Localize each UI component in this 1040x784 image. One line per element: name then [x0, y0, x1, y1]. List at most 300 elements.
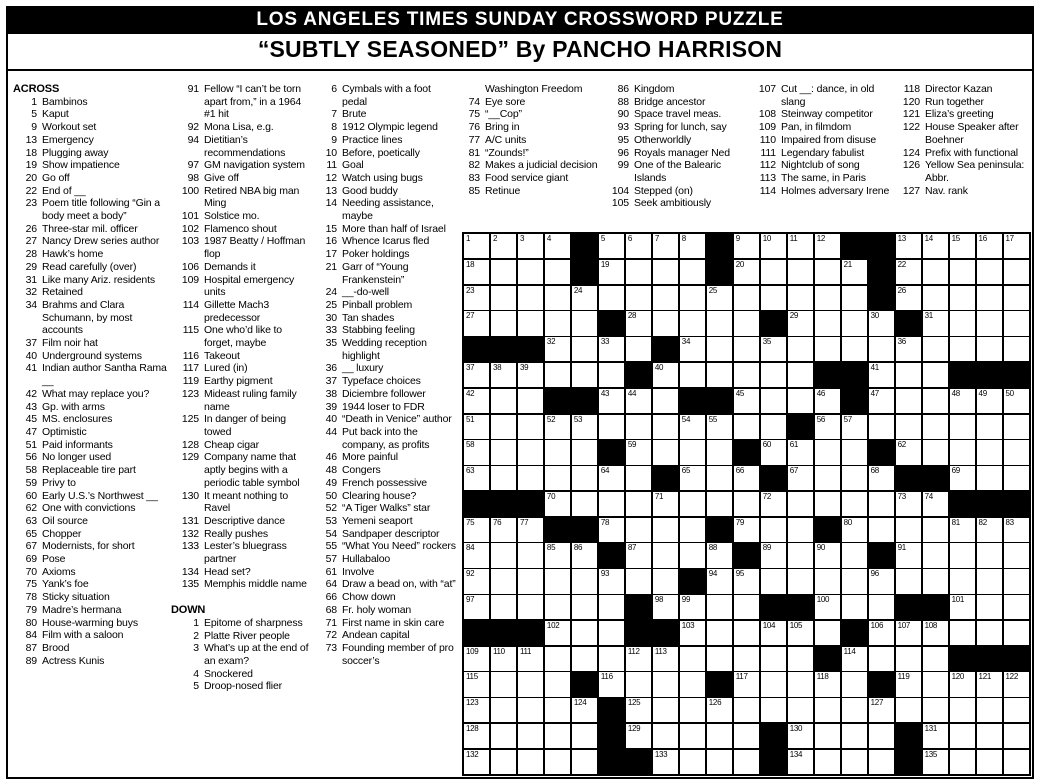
- grid-cell[interactable]: [572, 543, 597, 567]
- grid-cell[interactable]: [950, 698, 975, 722]
- grid-cell[interactable]: [842, 311, 867, 335]
- grid-cell[interactable]: [599, 363, 624, 387]
- grid-cell[interactable]: [869, 311, 894, 335]
- grid-cell[interactable]: [518, 286, 543, 310]
- grid-cell[interactable]: [680, 466, 705, 490]
- grid-cell[interactable]: [788, 286, 813, 310]
- grid-cell[interactable]: [869, 415, 894, 439]
- grid-cell[interactable]: [545, 234, 570, 258]
- grid-cell[interactable]: [572, 337, 597, 361]
- grid-cell[interactable]: [1004, 389, 1029, 413]
- grid-cell[interactable]: [815, 415, 840, 439]
- grid-cell[interactable]: [1004, 724, 1029, 748]
- grid-cell[interactable]: [518, 466, 543, 490]
- grid-cell[interactable]: [707, 286, 732, 310]
- grid-cell[interactable]: [653, 724, 678, 748]
- grid-cell[interactable]: [680, 286, 705, 310]
- grid-cell[interactable]: [707, 647, 732, 671]
- grid-cell[interactable]: [518, 415, 543, 439]
- grid-cell[interactable]: [464, 698, 489, 722]
- grid-cell[interactable]: [545, 440, 570, 464]
- grid-cell[interactable]: [815, 543, 840, 567]
- grid-cell[interactable]: [464, 595, 489, 619]
- grid-cell[interactable]: [464, 389, 489, 413]
- grid-cell[interactable]: [545, 363, 570, 387]
- grid-cell[interactable]: [464, 672, 489, 696]
- grid-cell[interactable]: [464, 415, 489, 439]
- grid-cell[interactable]: [734, 518, 759, 542]
- grid-cell[interactable]: [788, 647, 813, 671]
- grid-cell[interactable]: [707, 415, 732, 439]
- grid-cell[interactable]: [788, 311, 813, 335]
- grid-cell[interactable]: [977, 750, 1002, 774]
- grid-cell[interactable]: [599, 337, 624, 361]
- grid-cell[interactable]: [923, 389, 948, 413]
- grid-cell[interactable]: [977, 724, 1002, 748]
- grid-cell[interactable]: [950, 672, 975, 696]
- grid-cell[interactable]: [491, 543, 516, 567]
- grid-cell[interactable]: [707, 492, 732, 516]
- grid-cell[interactable]: [788, 750, 813, 774]
- grid-cell[interactable]: [842, 672, 867, 696]
- grid-cell[interactable]: [788, 363, 813, 387]
- grid-cell[interactable]: [626, 389, 651, 413]
- grid-cell[interactable]: [680, 621, 705, 645]
- grid-cell[interactable]: [1004, 311, 1029, 335]
- grid-cell[interactable]: [923, 311, 948, 335]
- grid-cell[interactable]: [869, 363, 894, 387]
- grid-cell[interactable]: [572, 698, 597, 722]
- grid-cell[interactable]: [1004, 260, 1029, 284]
- grid-cell[interactable]: [815, 595, 840, 619]
- grid-cell[interactable]: [464, 750, 489, 774]
- grid-cell[interactable]: [680, 337, 705, 361]
- grid-cell[interactable]: [491, 672, 516, 696]
- grid-cell[interactable]: [815, 698, 840, 722]
- grid-cell[interactable]: [734, 724, 759, 748]
- grid-cell[interactable]: [734, 595, 759, 619]
- grid-cell[interactable]: [599, 518, 624, 542]
- grid-cell[interactable]: [923, 337, 948, 361]
- grid-cell[interactable]: [572, 724, 597, 748]
- grid-cell[interactable]: [491, 724, 516, 748]
- grid-cell[interactable]: [707, 724, 732, 748]
- grid-cell[interactable]: [653, 286, 678, 310]
- grid-cell[interactable]: [572, 750, 597, 774]
- grid-cell[interactable]: [545, 286, 570, 310]
- grid-cell[interactable]: [950, 260, 975, 284]
- grid-cell[interactable]: [707, 750, 732, 774]
- grid-cell[interactable]: [977, 543, 1002, 567]
- grid-cell[interactable]: [1004, 698, 1029, 722]
- grid-cell[interactable]: [815, 672, 840, 696]
- grid-cell[interactable]: [734, 569, 759, 593]
- grid-cell[interactable]: [788, 724, 813, 748]
- grid-cell[interactable]: [545, 260, 570, 284]
- grid-cell[interactable]: [734, 647, 759, 671]
- grid-cell[interactable]: [464, 363, 489, 387]
- grid-cell[interactable]: [680, 750, 705, 774]
- grid-cell[interactable]: [464, 440, 489, 464]
- grid-cell[interactable]: [923, 569, 948, 593]
- grid-cell[interactable]: [842, 260, 867, 284]
- grid-cell[interactable]: [464, 724, 489, 748]
- grid-cell[interactable]: [734, 286, 759, 310]
- grid-cell[interactable]: [761, 337, 786, 361]
- grid-cell[interactable]: [977, 569, 1002, 593]
- grid-cell[interactable]: [842, 337, 867, 361]
- grid-cell[interactable]: [518, 543, 543, 567]
- grid-cell[interactable]: [626, 234, 651, 258]
- grid-cell[interactable]: [653, 518, 678, 542]
- grid-cell[interactable]: [842, 724, 867, 748]
- grid-cell[interactable]: [518, 698, 543, 722]
- grid-cell[interactable]: [1004, 750, 1029, 774]
- grid-cell[interactable]: [869, 466, 894, 490]
- grid-cell[interactable]: [923, 234, 948, 258]
- grid-cell[interactable]: [734, 415, 759, 439]
- grid-cell[interactable]: [950, 621, 975, 645]
- grid-cell[interactable]: [707, 543, 732, 567]
- grid-cell[interactable]: [788, 337, 813, 361]
- grid-cell[interactable]: [626, 647, 651, 671]
- grid-cell[interactable]: [518, 595, 543, 619]
- grid-cell[interactable]: [734, 672, 759, 696]
- grid-cell[interactable]: [518, 569, 543, 593]
- grid-cell[interactable]: [842, 518, 867, 542]
- grid-cell[interactable]: [842, 492, 867, 516]
- grid-cell[interactable]: [869, 492, 894, 516]
- grid-cell[interactable]: [869, 698, 894, 722]
- grid-cell[interactable]: [923, 260, 948, 284]
- grid-cell[interactable]: [464, 286, 489, 310]
- grid-cell[interactable]: [491, 569, 516, 593]
- grid-cell[interactable]: [707, 569, 732, 593]
- grid-cell[interactable]: [896, 415, 921, 439]
- grid-cell[interactable]: [680, 415, 705, 439]
- grid-cell[interactable]: [761, 389, 786, 413]
- grid-cell[interactable]: [626, 260, 651, 284]
- grid-cell[interactable]: [1004, 286, 1029, 310]
- grid-cell[interactable]: [572, 286, 597, 310]
- grid-cell[interactable]: [491, 698, 516, 722]
- grid-cell[interactable]: [815, 466, 840, 490]
- grid-cell[interactable]: [869, 750, 894, 774]
- grid-cell[interactable]: [653, 311, 678, 335]
- grid-cell[interactable]: [653, 750, 678, 774]
- grid-cell[interactable]: [896, 286, 921, 310]
- grid-cell[interactable]: [599, 415, 624, 439]
- grid-cell[interactable]: [734, 698, 759, 722]
- grid-cell[interactable]: [518, 672, 543, 696]
- grid-cell[interactable]: [572, 647, 597, 671]
- grid-cell[interactable]: [896, 260, 921, 284]
- grid-cell[interactable]: [653, 260, 678, 284]
- grid-cell[interactable]: [626, 466, 651, 490]
- grid-cell[interactable]: [734, 750, 759, 774]
- grid-cell[interactable]: [977, 311, 1002, 335]
- grid-cell[interactable]: [680, 363, 705, 387]
- grid-cell[interactable]: [599, 492, 624, 516]
- grid-cell[interactable]: [896, 389, 921, 413]
- grid-cell[interactable]: [626, 311, 651, 335]
- grid-cell[interactable]: [680, 311, 705, 335]
- grid-cell[interactable]: [788, 569, 813, 593]
- grid-cell[interactable]: [842, 543, 867, 567]
- grid-cell[interactable]: [707, 621, 732, 645]
- grid-cell[interactable]: [464, 518, 489, 542]
- grid-cell[interactable]: [545, 647, 570, 671]
- grid-cell[interactable]: [950, 595, 975, 619]
- grid-cell[interactable]: [896, 543, 921, 567]
- grid-cell[interactable]: [896, 492, 921, 516]
- grid-cell[interactable]: [545, 337, 570, 361]
- grid-cell[interactable]: [977, 672, 1002, 696]
- grid-cell[interactable]: [815, 389, 840, 413]
- grid-cell[interactable]: [680, 518, 705, 542]
- grid-cell[interactable]: [761, 698, 786, 722]
- grid-cell[interactable]: [815, 440, 840, 464]
- grid-cell[interactable]: [464, 466, 489, 490]
- grid-cell[interactable]: [950, 750, 975, 774]
- grid-cell[interactable]: [707, 337, 732, 361]
- grid-cell[interactable]: [950, 389, 975, 413]
- grid-cell[interactable]: [896, 440, 921, 464]
- grid-cell[interactable]: [977, 698, 1002, 722]
- grid-cell[interactable]: [842, 286, 867, 310]
- grid-cell[interactable]: [680, 724, 705, 748]
- grid-cell[interactable]: [680, 647, 705, 671]
- grid-cell[interactable]: [788, 492, 813, 516]
- grid-cell[interactable]: [761, 543, 786, 567]
- grid-cell[interactable]: [518, 750, 543, 774]
- grid-cell[interactable]: [518, 311, 543, 335]
- grid-cell[interactable]: [788, 234, 813, 258]
- grid-cell[interactable]: [545, 466, 570, 490]
- grid-cell[interactable]: [626, 724, 651, 748]
- grid-cell[interactable]: [464, 543, 489, 567]
- grid-cell[interactable]: [626, 543, 651, 567]
- grid-cell[interactable]: [869, 647, 894, 671]
- grid-cell[interactable]: [491, 647, 516, 671]
- grid-cell[interactable]: [518, 440, 543, 464]
- grid-cell[interactable]: [599, 595, 624, 619]
- grid-cell[interactable]: [1004, 518, 1029, 542]
- grid-cell[interactable]: [680, 492, 705, 516]
- grid-cell[interactable]: [626, 698, 651, 722]
- grid-cell[interactable]: [626, 518, 651, 542]
- grid-cell[interactable]: [518, 363, 543, 387]
- grid-cell[interactable]: [815, 311, 840, 335]
- grid-cell[interactable]: [653, 543, 678, 567]
- grid-cell[interactable]: [815, 286, 840, 310]
- grid-cell[interactable]: [869, 621, 894, 645]
- grid-cell[interactable]: [923, 518, 948, 542]
- grid-cell[interactable]: [491, 286, 516, 310]
- grid-cell[interactable]: [464, 569, 489, 593]
- grid-cell[interactable]: [977, 415, 1002, 439]
- grid-cell[interactable]: [788, 543, 813, 567]
- grid-cell[interactable]: [734, 234, 759, 258]
- grid-cell[interactable]: [1004, 234, 1029, 258]
- grid-cell[interactable]: [923, 415, 948, 439]
- grid-cell[interactable]: [761, 440, 786, 464]
- grid-cell[interactable]: [923, 492, 948, 516]
- grid-cell[interactable]: [653, 363, 678, 387]
- grid-cell[interactable]: [761, 647, 786, 671]
- grid-cell[interactable]: [545, 750, 570, 774]
- grid-cell[interactable]: [491, 260, 516, 284]
- grid-cell[interactable]: [788, 672, 813, 696]
- grid-cell[interactable]: [950, 234, 975, 258]
- grid-cell[interactable]: [707, 363, 732, 387]
- grid-cell[interactable]: [923, 440, 948, 464]
- grid-cell[interactable]: [599, 389, 624, 413]
- grid-cell[interactable]: [545, 698, 570, 722]
- grid-cell[interactable]: [950, 724, 975, 748]
- grid-cell[interactable]: [680, 595, 705, 619]
- grid-cell[interactable]: [761, 569, 786, 593]
- grid-cell[interactable]: [464, 647, 489, 671]
- grid-cell[interactable]: [977, 337, 1002, 361]
- grid-cell[interactable]: [626, 415, 651, 439]
- grid-cell[interactable]: [896, 518, 921, 542]
- grid-cell[interactable]: [491, 440, 516, 464]
- grid-cell[interactable]: [950, 337, 975, 361]
- grid-cell[interactable]: [815, 724, 840, 748]
- grid-cell[interactable]: [653, 492, 678, 516]
- grid-cell[interactable]: [491, 518, 516, 542]
- grid-cell[interactable]: [572, 595, 597, 619]
- grid-cell[interactable]: [896, 337, 921, 361]
- grid-cell[interactable]: [950, 569, 975, 593]
- grid-cell[interactable]: [1004, 621, 1029, 645]
- grid-cell[interactable]: [788, 621, 813, 645]
- grid-cell[interactable]: [734, 260, 759, 284]
- grid-cell[interactable]: [977, 260, 1002, 284]
- grid-cell[interactable]: [653, 415, 678, 439]
- grid-cell[interactable]: [653, 698, 678, 722]
- grid-cell[interactable]: [734, 492, 759, 516]
- grid-cell[interactable]: [788, 389, 813, 413]
- grid-cell[interactable]: [923, 750, 948, 774]
- grid-cell[interactable]: [842, 415, 867, 439]
- grid-cell[interactable]: [950, 543, 975, 567]
- grid-cell[interactable]: [761, 672, 786, 696]
- grid-cell[interactable]: [950, 466, 975, 490]
- grid-cell[interactable]: [545, 415, 570, 439]
- grid-cell[interactable]: [977, 621, 1002, 645]
- grid-cell[interactable]: [761, 286, 786, 310]
- grid-cell[interactable]: [1004, 415, 1029, 439]
- grid-cell[interactable]: [599, 569, 624, 593]
- grid-cell[interactable]: [815, 260, 840, 284]
- grid-cell[interactable]: [599, 260, 624, 284]
- grid-cell[interactable]: [761, 415, 786, 439]
- grid-cell[interactable]: [572, 466, 597, 490]
- grid-cell[interactable]: [923, 647, 948, 671]
- grid-cell[interactable]: [842, 466, 867, 490]
- grid-cell[interactable]: [1004, 595, 1029, 619]
- grid-cell[interactable]: [626, 337, 651, 361]
- grid-cell[interactable]: [518, 234, 543, 258]
- grid-cell[interactable]: [977, 518, 1002, 542]
- grid-cell[interactable]: [599, 621, 624, 645]
- grid-cell[interactable]: [680, 440, 705, 464]
- grid-cell[interactable]: [572, 440, 597, 464]
- grid-cell[interactable]: [545, 492, 570, 516]
- grid-cell[interactable]: [572, 621, 597, 645]
- grid-cell[interactable]: [707, 698, 732, 722]
- grid-cell[interactable]: [599, 672, 624, 696]
- grid-cell[interactable]: [1004, 569, 1029, 593]
- grid-cell[interactable]: [545, 311, 570, 335]
- grid-cell[interactable]: [842, 440, 867, 464]
- grid-cell[interactable]: [761, 234, 786, 258]
- grid-cell[interactable]: [896, 621, 921, 645]
- grid-cell[interactable]: [923, 363, 948, 387]
- grid-cell[interactable]: [869, 389, 894, 413]
- grid-cell[interactable]: [923, 286, 948, 310]
- grid-cell[interactable]: [788, 440, 813, 464]
- grid-cell[interactable]: [1004, 440, 1029, 464]
- grid-cell[interactable]: [545, 724, 570, 748]
- grid-cell[interactable]: [1004, 543, 1029, 567]
- grid-cell[interactable]: [896, 234, 921, 258]
- grid-cell[interactable]: [788, 698, 813, 722]
- grid-cell[interactable]: [545, 543, 570, 567]
- grid-cell[interactable]: [491, 234, 516, 258]
- grid-cell[interactable]: [734, 466, 759, 490]
- grid-cell[interactable]: [734, 389, 759, 413]
- grid-cell[interactable]: [680, 672, 705, 696]
- grid-cell[interactable]: [896, 698, 921, 722]
- grid-cell[interactable]: [464, 311, 489, 335]
- grid-cell[interactable]: [626, 440, 651, 464]
- grid-cell[interactable]: [950, 518, 975, 542]
- grid-cell[interactable]: [653, 595, 678, 619]
- grid-cell[interactable]: [734, 621, 759, 645]
- grid-cell[interactable]: [842, 750, 867, 774]
- grid-cell[interactable]: [842, 698, 867, 722]
- grid-cell[interactable]: [842, 569, 867, 593]
- grid-cell[interactable]: [788, 518, 813, 542]
- grid-cell[interactable]: [950, 286, 975, 310]
- grid-cell[interactable]: [896, 569, 921, 593]
- grid-cell[interactable]: [923, 543, 948, 567]
- grid-cell[interactable]: [707, 466, 732, 490]
- grid-cell[interactable]: [1004, 672, 1029, 696]
- grid-cell[interactable]: [572, 415, 597, 439]
- grid-cell[interactable]: [491, 750, 516, 774]
- grid-cell[interactable]: [869, 569, 894, 593]
- grid-cell[interactable]: [491, 415, 516, 439]
- grid-cell[interactable]: [896, 672, 921, 696]
- grid-cell[interactable]: [734, 337, 759, 361]
- grid-cell[interactable]: [626, 569, 651, 593]
- grid-cell[interactable]: [842, 595, 867, 619]
- grid-cell[interactable]: [707, 595, 732, 619]
- grid-cell[interactable]: [464, 260, 489, 284]
- grid-cell[interactable]: [950, 311, 975, 335]
- grid-cell[interactable]: [869, 518, 894, 542]
- grid-cell[interactable]: [923, 698, 948, 722]
- grid-cell[interactable]: [572, 363, 597, 387]
- grid-cell[interactable]: [977, 234, 1002, 258]
- grid-cell[interactable]: [815, 569, 840, 593]
- grid-cell[interactable]: [626, 672, 651, 696]
- grid-cell[interactable]: [545, 672, 570, 696]
